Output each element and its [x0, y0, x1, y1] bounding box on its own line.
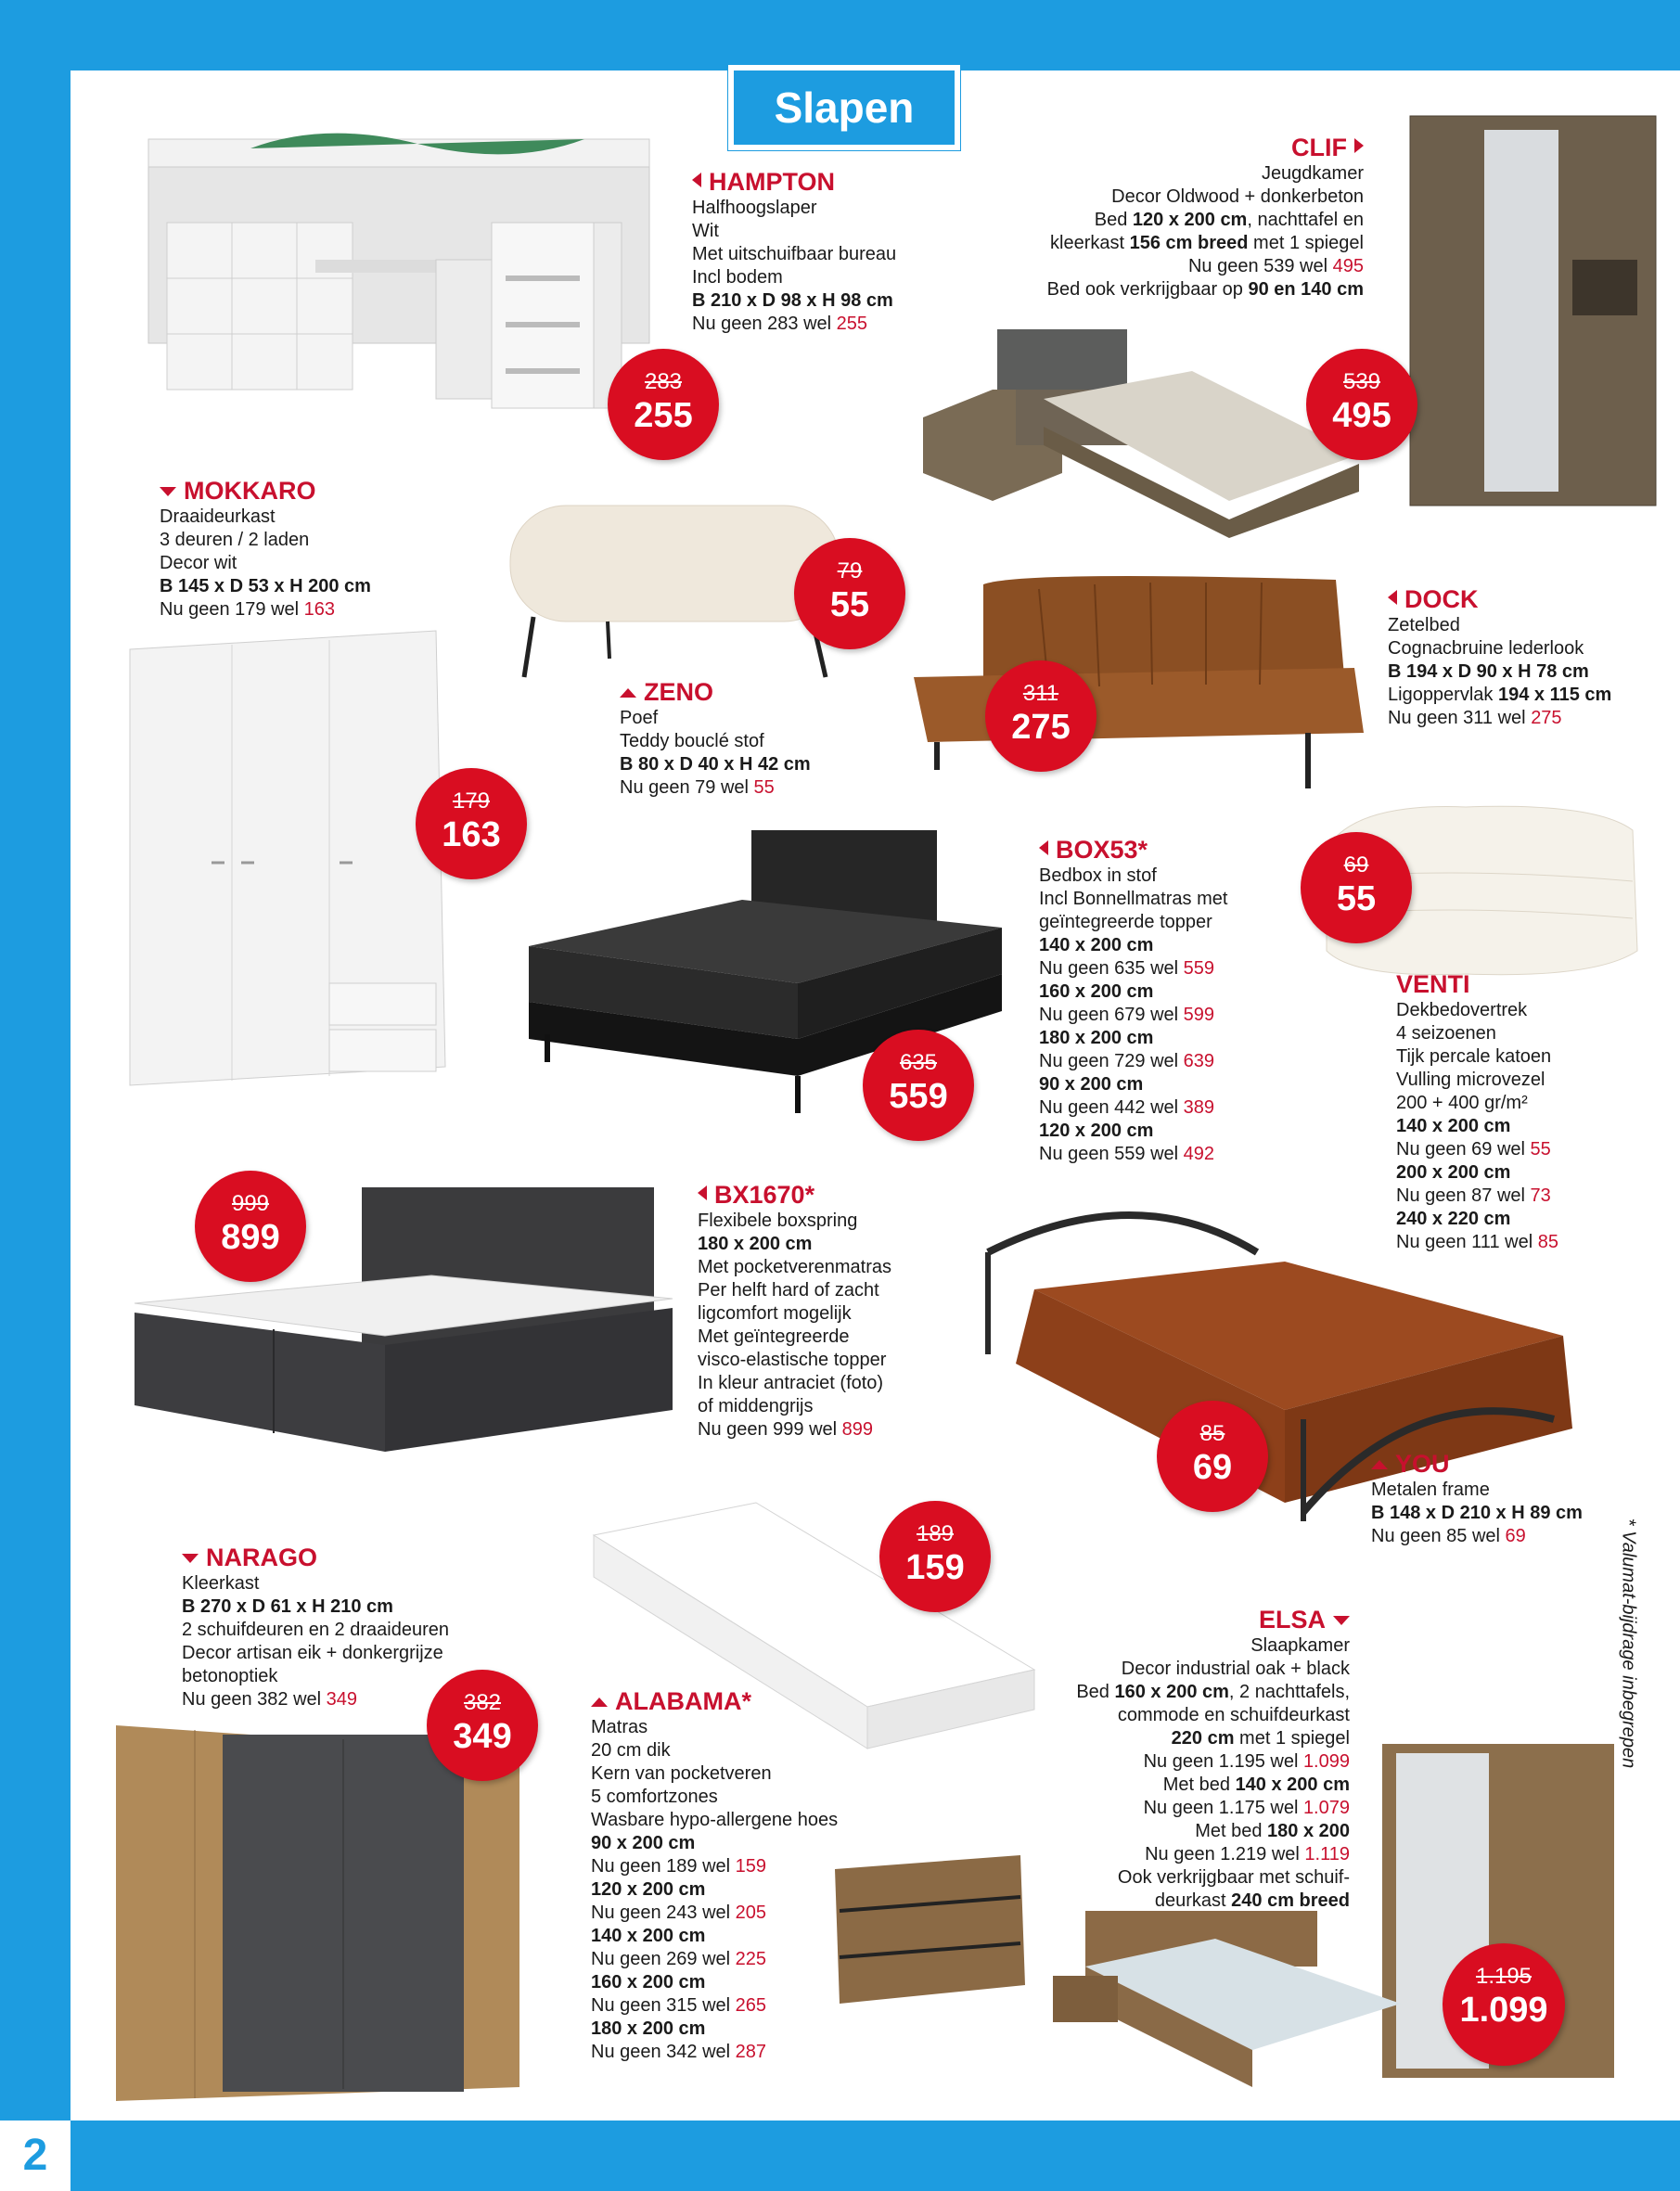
spec-line: Kern van pocketveren: [591, 1763, 772, 1784]
product-title: YOU: [1371, 1449, 1583, 1479]
price-badge: 311 275: [985, 660, 1096, 772]
size-line: 140 x 200 cm: [1396, 1116, 1511, 1136]
product-title: VENTI: [1396, 970, 1470, 998]
spec-line: Tijk percale katoen: [1396, 1046, 1552, 1067]
product-hampton: [692, 167, 896, 336]
arrow-left-icon: [1388, 590, 1397, 605]
mokkaro-wardrobe-image: [121, 621, 455, 1104]
product-bx1670: [698, 1180, 891, 1441]
spec-line: 20 cm dik: [591, 1740, 671, 1761]
price-line: Nu geen 1.195 wel 1.099: [1143, 1751, 1350, 1772]
spec-line: 200 + 400 gr/m²: [1396, 1093, 1528, 1113]
dimension-line: B 148 x D 210 x H 89 cm: [1371, 1503, 1583, 1523]
product-title: BX1670*: [698, 1180, 891, 1210]
side-note: * Valumat-bijdrage inbegrepen: [1618, 1518, 1639, 1769]
price-line: Nu geen 311 wel 275: [1388, 708, 1562, 728]
spec-line: Matras: [591, 1717, 648, 1737]
spec-line: kleerkast 156 cm breed met 1 spiegel: [1050, 233, 1364, 253]
price-line: Nu geen 559 wel 492: [1039, 1144, 1215, 1164]
product-mokkaro: [160, 476, 371, 621]
spec-line: of middengrijs: [698, 1396, 814, 1416]
spec-line: Met pocketverenmatras: [698, 1257, 891, 1277]
spec-line: Bed 160 x 200 cm, 2 nachttafels,: [1076, 1682, 1350, 1702]
price-line: Nu geen 679 wel 599: [1039, 1005, 1215, 1025]
price-badge: 189 159: [879, 1501, 991, 1612]
price-line: Nu geen 189 wel 159: [591, 1856, 767, 1877]
size-line: 90 x 200 cm: [591, 1833, 696, 1853]
product-title: MOKKARO: [160, 476, 371, 506]
spec-line: Zetelbed: [1388, 615, 1460, 635]
price-line: Nu geen 1.175 wel 1.079: [1143, 1798, 1350, 1818]
spec-line: Decor wit: [160, 553, 237, 573]
spec-line: Kleerkast: [182, 1573, 260, 1594]
price-line: Nu geen 342 wel 287: [591, 2042, 767, 2062]
spec-line: Draaideurkast: [160, 506, 276, 527]
product-title: ZENO: [620, 677, 811, 707]
arrow-left-icon: [692, 173, 701, 187]
spec-line: 4 seizoenen: [1396, 1023, 1496, 1044]
spec-line: Met geïntegreerde: [698, 1326, 850, 1347]
spec-line: Decor artisan eik + donkergrijze: [182, 1643, 443, 1663]
spec-line: 5 comfortzones: [591, 1787, 718, 1807]
price-badge: 539 495: [1306, 349, 1417, 460]
footer-bar: [0, 2121, 1680, 2191]
size-line: 140 x 200 cm: [1039, 935, 1154, 955]
spec-line: 3 deuren / 2 laden: [160, 530, 310, 550]
price-line: Nu geen 283 wel 255: [692, 314, 868, 334]
size-line: 200 x 200 cm: [1396, 1162, 1511, 1183]
product-title: CLIF: [928, 133, 1364, 162]
price-badge: 382 349: [427, 1670, 538, 1781]
price-line: Nu geen 69 wel 55: [1396, 1139, 1551, 1160]
price-badge: 85 69: [1157, 1401, 1268, 1512]
spec-line: Wasbare hypo-allergene hoes: [591, 1810, 839, 1830]
spec-line: geïntegreerde topper: [1039, 912, 1212, 932]
spec-line: Halfhoogslaper: [692, 198, 817, 218]
price-line: Nu geen 315 wel 265: [591, 1995, 767, 2016]
spec-line: Vulling microvezel: [1396, 1070, 1545, 1090]
product-box53: [1039, 835, 1227, 1166]
price-line: Nu geen 729 wel 639: [1039, 1051, 1215, 1071]
spec-line: Metalen frame: [1371, 1480, 1490, 1500]
size-line: 120 x 200 cm: [1039, 1121, 1154, 1141]
price-badge: 635 559: [863, 1030, 974, 1141]
spec-line: In kleur antraciet (foto): [698, 1373, 884, 1393]
size-line: 160 x 200 cm: [591, 1972, 706, 1992]
price-line: Nu geen 243 wel 205: [591, 1903, 767, 1923]
size-line: 160 x 200 cm: [1039, 981, 1154, 1002]
spec-line: Teddy bouclé stof: [620, 731, 764, 751]
spec-line: 2 schuifdeuren en 2 draaideuren: [182, 1620, 449, 1640]
dimension-line: B 145 x D 53 x H 200 cm: [160, 576, 371, 596]
product-title: ALABAMA*: [591, 1686, 838, 1716]
dimension-line: B 210 x D 98 x H 98 cm: [692, 290, 893, 311]
product-elsa: [928, 1605, 1350, 1913]
price-badge: 79 55: [794, 538, 905, 649]
size-line: 180 x 200 cm: [1039, 1028, 1154, 1048]
size-line: 120 x 200 cm: [591, 1879, 706, 1900]
spec-line: Ook verkrijgbaar met schuif-: [1117, 1867, 1350, 1888]
arrow-up-icon: [591, 1698, 608, 1707]
arrow-left-icon: [698, 1185, 707, 1200]
size-line: 180 x 200 cm: [591, 2018, 706, 2039]
product-title: ELSA: [928, 1605, 1350, 1634]
arrow-up-icon: [1371, 1460, 1388, 1469]
dimension-line: B 194 x D 90 x H 78 cm: [1388, 661, 1589, 682]
price-badge: 179 163: [416, 768, 527, 879]
size-line: 180 x 200 cm: [698, 1234, 813, 1254]
product-you: [1371, 1449, 1583, 1548]
spec-line: Met bed 180 x 200: [1195, 1821, 1350, 1841]
spec-line: visco-elastische topper: [698, 1350, 887, 1370]
price-line: Nu geen 382 wel 349: [182, 1689, 358, 1710]
spec-line: Met bed 140 x 200 cm: [1162, 1775, 1350, 1795]
price-line: Nu geen 1.219 wel 1.119: [1145, 1844, 1350, 1864]
arrow-down-icon: [160, 487, 176, 496]
product-zeno: [620, 677, 811, 800]
product-narago: [182, 1543, 449, 1711]
product-title: HAMPTON: [692, 167, 896, 197]
product-title: DOCK: [1388, 584, 1611, 614]
price-badge: 999 899: [195, 1171, 306, 1282]
price-line: Nu geen 539 wel 495: [1187, 256, 1364, 276]
dimension-line: B 270 x D 61 x H 210 cm: [182, 1596, 393, 1617]
arrow-down-icon: [1333, 1616, 1350, 1625]
arrow-down-icon: [182, 1554, 199, 1563]
price-badge: 1.195 1.099: [1443, 1943, 1565, 2066]
spec-line: Poef: [620, 708, 659, 728]
spec-line: Decor Oldwood + donkerbeton: [1111, 186, 1364, 207]
price-line: Nu geen 87 wel 73: [1396, 1185, 1551, 1206]
spec-line: betonoptiek: [182, 1666, 278, 1686]
spec-line: Bedbox in stof: [1039, 865, 1157, 886]
spec-line: Incl bodem: [692, 267, 783, 288]
price-badge: 283 255: [608, 349, 719, 460]
dock-sofabed-image: [909, 566, 1373, 798]
size-line: 90 x 200 cm: [1039, 1074, 1144, 1095]
product-venti: [1396, 969, 1558, 1254]
spec-line: Bed ook verkrijgbaar op 90 en 140 cm: [1046, 279, 1364, 300]
spec-line: Slaapkamer: [1250, 1635, 1350, 1656]
product-dock: [1388, 584, 1611, 730]
spec-line: Decor industrial oak + black: [1121, 1659, 1350, 1679]
spec-line: deurkast 240 cm breed: [1154, 1890, 1350, 1911]
spec-line: Ligoppervlak 194 x 115 cm: [1388, 685, 1612, 705]
size-line: 140 x 200 cm: [591, 1926, 706, 1946]
price-line: Nu geen 111 wel 85: [1396, 1232, 1558, 1252]
price-line: Nu geen 179 wel 163: [160, 599, 336, 620]
spec-line: Per helft hard of zacht: [698, 1280, 879, 1301]
product-clif: [928, 133, 1364, 301]
hampton-bed-image: [139, 121, 659, 436]
size-line: 240 x 220 cm: [1396, 1209, 1511, 1229]
spec-line: Jeugdkamer: [1261, 163, 1364, 184]
price-line: Nu geen 79 wel 55: [620, 777, 775, 798]
spec-line: 220 cm met 1 spiegel: [1171, 1728, 1350, 1749]
dimension-line: B 80 x D 40 x H 42 cm: [620, 754, 811, 775]
arrow-right-icon: [1354, 138, 1364, 153]
arrow-up-icon: [620, 688, 636, 698]
price-badge: 69 55: [1301, 832, 1412, 943]
product-title: BOX53*: [1039, 835, 1227, 865]
spec-line: Dekbedovertrek: [1396, 1000, 1528, 1020]
arrow-left-icon: [1039, 840, 1048, 855]
spec-line: Met uitschuifbaar bureau: [692, 244, 897, 264]
spec-line: Cognacbruine lederlook: [1388, 638, 1584, 659]
spec-line: Flexibele boxspring: [698, 1211, 858, 1231]
price-line: Nu geen 999 wel 899: [698, 1419, 874, 1440]
spec-line: Bed 120 x 200 cm, nachttafel en: [1094, 210, 1364, 230]
price-line: Nu geen 269 wel 225: [591, 1949, 767, 1969]
price-line: Nu geen 442 wel 389: [1039, 1097, 1215, 1118]
price-line: Nu geen 635 wel 559: [1039, 958, 1215, 979]
spec-line: Wit: [692, 221, 719, 241]
section-title: Slapen: [728, 65, 960, 150]
product-title: NARAGO: [182, 1543, 449, 1572]
spec-line: Incl Bonnellmatras met: [1039, 889, 1228, 909]
price-line: Nu geen 85 wel 69: [1371, 1526, 1526, 1546]
spec-line: ligcomfort mogelijk: [698, 1303, 852, 1324]
product-alabama: [591, 1686, 838, 2064]
spec-line: commode en schuifdeurkast: [1117, 1705, 1350, 1725]
page-number: 2: [0, 2121, 71, 2191]
